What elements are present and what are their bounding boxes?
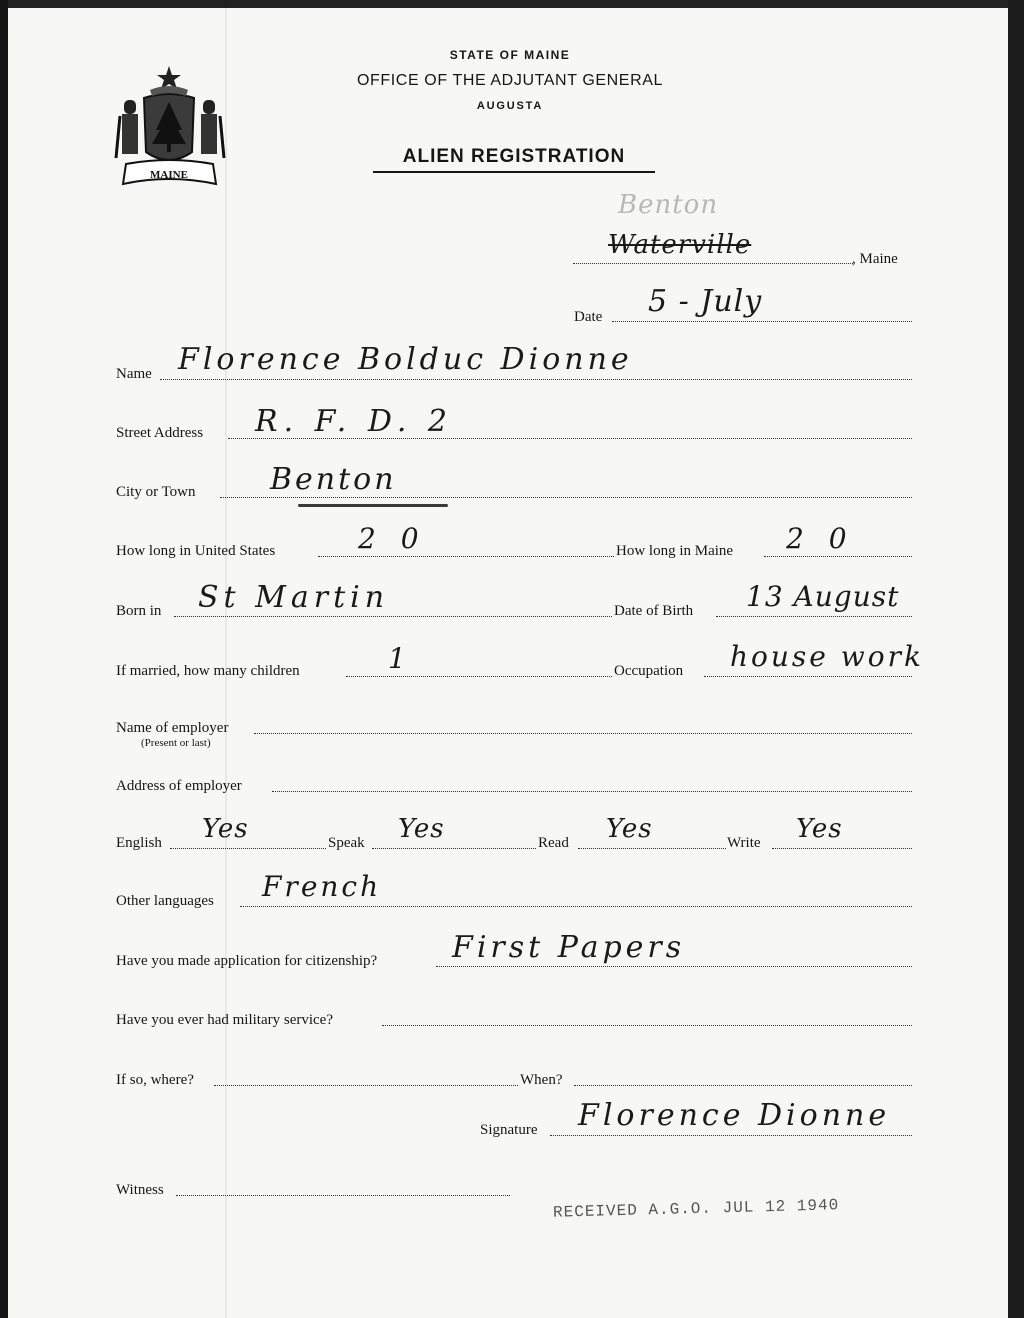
date-line xyxy=(612,321,912,322)
write-label: Write xyxy=(727,835,761,851)
citizenship-line xyxy=(436,966,912,967)
header-state: STATE OF MAINE xyxy=(449,48,571,62)
city-label: City or Town xyxy=(116,484,196,500)
born-in-line xyxy=(174,616,612,617)
children-label: If married, how many children xyxy=(116,663,300,679)
children-line xyxy=(346,676,612,677)
form-title: ALIEN REGISTRATION xyxy=(373,146,655,173)
city-value: Benton xyxy=(270,462,397,497)
witness-label: Witness xyxy=(116,1182,164,1198)
other-languages-line xyxy=(240,906,912,907)
military-line xyxy=(382,1025,912,1026)
how-long-maine-line xyxy=(764,556,912,557)
where-line xyxy=(214,1085,518,1086)
employer-name-label: Name of employer xyxy=(116,720,229,736)
employer-note: (Present or last) xyxy=(141,737,211,749)
city-line xyxy=(220,497,912,498)
how-long-us-line xyxy=(318,556,614,557)
date-of-birth-label: Date of Birth xyxy=(614,603,694,619)
employer-name-line xyxy=(254,733,912,734)
date-of-birth-line xyxy=(716,616,912,617)
children-value: 1 xyxy=(388,642,407,675)
scan-edge-right xyxy=(1008,0,1024,1318)
speak-label: Speak xyxy=(328,835,365,851)
date-value: 5 - July xyxy=(648,284,763,319)
other-languages-label: Other languages xyxy=(116,893,214,909)
read-line xyxy=(578,848,726,849)
when-line xyxy=(574,1085,912,1086)
how-long-us-label: How long in United States xyxy=(116,543,276,559)
born-in-label: Born in xyxy=(116,603,162,619)
write-line xyxy=(772,848,912,849)
paper-fold xyxy=(225,0,227,1318)
employer-address-line xyxy=(272,791,912,792)
scan-edge-left xyxy=(0,0,8,1318)
where-label: If so, where? xyxy=(116,1072,194,1088)
signature-value: Florence Dionne xyxy=(578,1098,891,1133)
seal-text: MAINE xyxy=(150,169,188,181)
scan-edge-top xyxy=(0,0,1024,8)
name-line xyxy=(160,379,912,380)
write-value: Yes xyxy=(796,814,843,844)
military-label: Have you ever had military service? xyxy=(116,1012,333,1028)
received-stamp: RECEIVED A.G.O. JUL 12 1940 xyxy=(552,1196,840,1222)
born-in-value: St Martin xyxy=(198,580,390,615)
english-value: Yes xyxy=(202,814,249,844)
occupation-line xyxy=(704,676,912,677)
header-city: AUGUSTA xyxy=(476,100,544,112)
town-line xyxy=(573,263,853,264)
name-value: Florence Bolduc Dionne xyxy=(178,342,633,377)
how-long-maine-value: 2 0 xyxy=(786,522,855,555)
street-address-value: R. F. D. 2 xyxy=(255,404,454,439)
citizenship-label: Have you made application for citizenship? xyxy=(116,953,378,969)
maine-label: , Maine xyxy=(852,251,898,267)
header-office: OFFICE OF THE ADJUTANT GENERAL xyxy=(356,72,664,89)
city-underline xyxy=(298,504,448,507)
speak-line xyxy=(372,848,536,849)
street-address-label: Street Address xyxy=(116,425,204,441)
town-correction: Benton xyxy=(618,190,719,220)
witness-line xyxy=(176,1195,510,1196)
town-struck: Waterville xyxy=(608,230,752,260)
how-long-maine-label: How long in Maine xyxy=(616,543,734,559)
read-value: Yes xyxy=(606,814,653,844)
english-label: English xyxy=(116,835,162,851)
when-label: When? xyxy=(520,1072,563,1088)
name-label: Name xyxy=(116,366,152,382)
how-long-us-value: 2 0 xyxy=(358,522,427,555)
english-line xyxy=(170,848,326,849)
signature-line xyxy=(550,1135,912,1136)
occupation-label: Occupation xyxy=(614,663,684,679)
date-of-birth-value: 13 August xyxy=(746,580,900,613)
occupation-value: house work xyxy=(730,640,924,673)
citizenship-value: First Papers xyxy=(452,930,686,965)
state-seal-icon xyxy=(112,60,227,190)
employer-address-label: Address of employer xyxy=(116,778,242,794)
speak-value: Yes xyxy=(398,814,445,844)
read-label: Read xyxy=(538,835,569,851)
signature-label: Signature xyxy=(480,1122,538,1138)
other-languages-value: French xyxy=(262,870,382,903)
date-label: Date xyxy=(574,309,603,325)
